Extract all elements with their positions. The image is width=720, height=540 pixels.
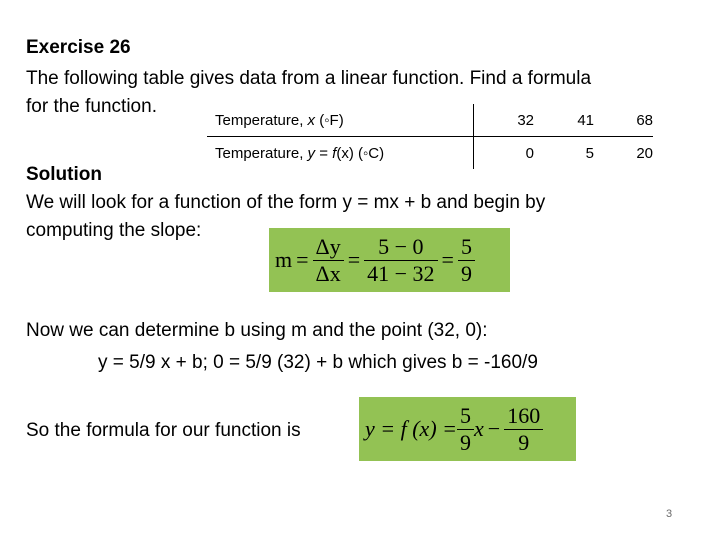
slope-lhs: m	[275, 247, 293, 272]
equals-sign: =	[347, 247, 361, 272]
problem-text-line2: for the function.	[26, 96, 157, 117]
problem-text-line1: The following table gives data from a linear function. Find a formula	[26, 68, 592, 89]
b-text-line2: y = 5/9 x + b; 0 = 5/9 (32) + b which gives b = -160/9	[98, 352, 538, 373]
page-number: 3	[666, 508, 673, 520]
table-cell: 0	[474, 137, 535, 170]
data-table	[207, 104, 653, 169]
table-cell: 68	[594, 104, 653, 137]
fraction-values: $\frac{5 - 0}{41 - 32}$	[364, 234, 437, 287]
equals-sign: =	[296, 247, 309, 272]
fraction-constant: $\frac{160}{9}$	[504, 403, 543, 456]
formula-equation	[359, 397, 576, 461]
table-cell: 41	[534, 104, 594, 137]
table-row	[207, 104, 653, 137]
solution-text-line2: computing the slope:	[26, 220, 202, 241]
formula-lhs: y = f (x) =	[365, 416, 457, 441]
formula-variable: x	[474, 416, 484, 441]
exercise-heading: Exercise 26	[26, 37, 131, 58]
table-cell: 5	[585, 144, 594, 162]
formula-intro: So the formula for our function is	[26, 420, 301, 441]
row-label-y: Temperature, y = f(x) (◦C)	[215, 144, 385, 162]
table-cell: 32	[474, 104, 535, 137]
b-text-line1: Now we can determine b using m and the point (32, 0):	[26, 320, 488, 341]
minus-sign: −	[487, 416, 501, 441]
solution-heading: Solution	[26, 164, 102, 185]
table-row	[207, 137, 653, 170]
fraction-delta: $\frac{\Delta y}{\Delta x}$	[313, 234, 344, 287]
equals-sign: =	[441, 247, 454, 272]
row-label-x: Temperature, x (◦F)	[207, 104, 474, 137]
fraction-coefficient: $\frac{5}{9}$	[457, 403, 474, 456]
slope-equation	[269, 228, 510, 292]
fraction-result: $\frac{5}{9}$	[458, 234, 475, 287]
table-cell: 20	[636, 144, 653, 162]
solution-text-line1: We will look for a function of the form y = mx + b and begin by	[26, 192, 546, 213]
